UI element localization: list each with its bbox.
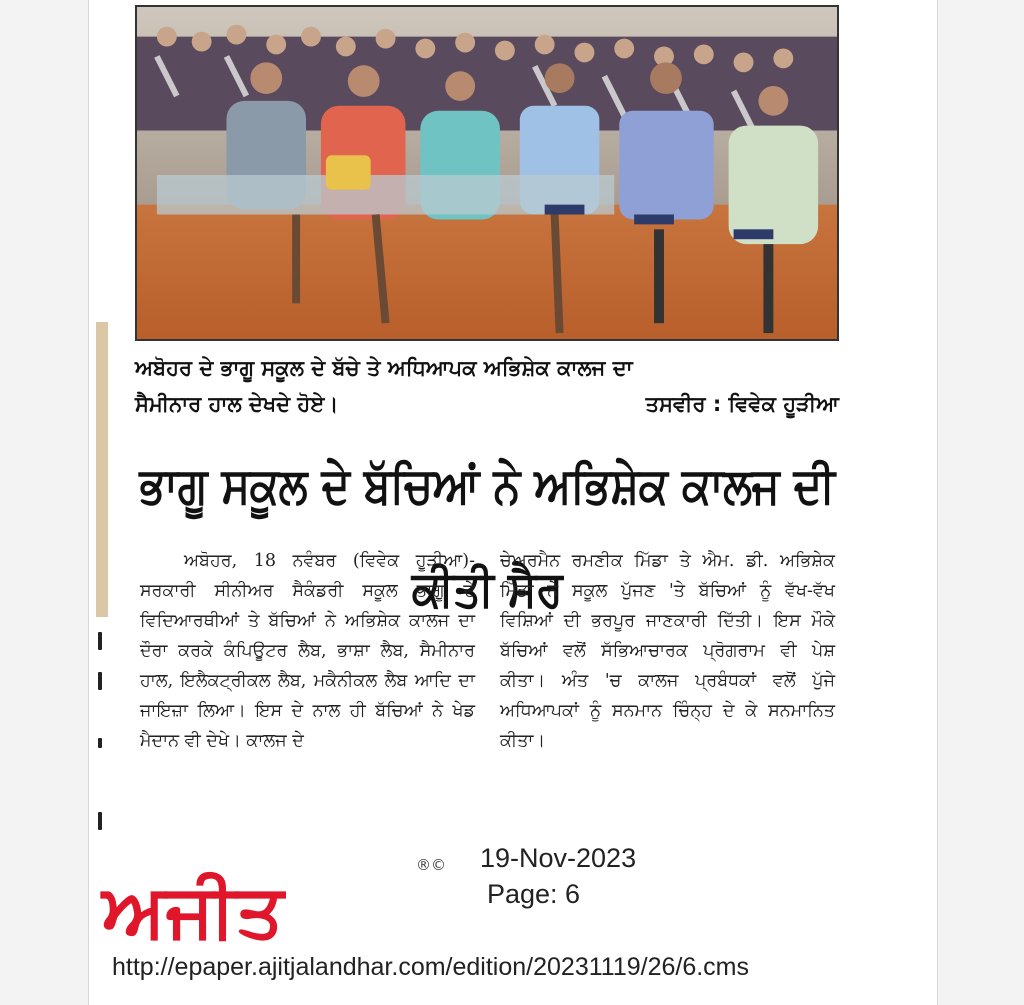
adjacent-article-edge	[96, 322, 108, 617]
group-photo-icon	[137, 7, 837, 339]
page-number: Page: 6	[487, 879, 581, 909]
article-paragraph-right: ਚੇਅਰਮੈਨ ਰਮਣੀਕ ਮਿੱਡਾ ਤੇ ਐਮ. ਡੀ. ਅਭਿਸ਼ੇਕ ਮਿੱਡਾ ਨੇ ਸਕੂਲ ਪੁੱਜਣ 'ਤੇ ਬੱਚਿਆਂ ਨੂੰ ਵੱਖ-ਵੱਖ ਵਿਸ਼ਿਆਂ ਦੀ ਭਰਪੂਰ ਜਾਣਕਾਰੀ ਦਿੱਤੀ। ਇਸ ਮੌਕੇ ਬੱਚਿਆਂ ਵਲੋਂ ਸੱਭਿਆਚਾਰਕ ਪ੍ਰੋਗਰਾਮ ਵੀ ਪੇਸ਼ ਕੀਤਾ। ਅੰਤ 'ਚ ਕਾਲਜ ਪ੍ਰਬੰਧਕਾਂ ਵਲੋਂ ਪੁੱਜੇ ਅਧਿਆਪਕਾਂ ਨੂੰ ਸਨਮਾਨ ਚਿੰਨ੍ਹ ਦੇ ਕੇ ਸਨਮਾਨਿਤ ਕੀਤਾ।	[500, 551, 835, 751]
newspaper-logo	[98, 852, 458, 948]
edition-date: 19-Nov-2023	[480, 843, 637, 873]
ajit-logo-icon	[98, 852, 458, 948]
news-photo	[135, 5, 839, 341]
photo-credit: ਤਸਵੀਰ : ਵਿਵੇਕ ਹੂੜੀਆ	[645, 392, 839, 416]
logo-wordmark: ਅਜੀਤ	[102, 868, 284, 948]
source-url: http://epaper.ajitjalandhar.com/edition/20231119/26/6.cms	[112, 953, 750, 981]
article-paragraph-left: ਅਬੋਹਰ, 18 ਨਵੰਬਰ (ਵਿਵੇਕ ਹੂੜੀਆ)-ਸਰਕਾਰੀ ਸੀਨੀਅਰ ਸੈਕੰਡਰੀ ਸਕੂਲ ਭਾਗੂ ਦੇ ਵਿਦਿਆਰਥੀਆਂ ਤੇ ਬੱਚਿਆਂ ਨੇ ਅਭਿਸ਼ੇਕ ਕਾਲਜ ਦਾ ਦੌਰਾ ਕਰਕੇ ਕੰਪਿਊਟਰ ਲੈਬ, ਭਾਸ਼ਾ ਲੈਬ, ਸੈਮੀਨਾਰ ਹਾਲ, ਇਲੈਕਟ੍ਰੀਕਲ ਲੈਬ, ਮਕੈਨੀਕਲ ਲੈਬ ਆਦਿ ਦਾ ਜਾਇਜ਼ਾ ਲਿਆ। ਇਸ ਦੇ ਨਾਲ ਹੀ ਬੱਚਿਆਂ ਨੇ ਖੇਡ ਮੈਦਾਨ ਵੀ ਦੇਖੇ। ਕਾਲਜ ਦੇ	[140, 551, 475, 751]
adjacent-text-fragment	[98, 632, 102, 650]
article-column-left	[140, 546, 475, 756]
caption-line-1: ਅਬੋਹਰ ਦੇ ਭਾਗੂ ਸਕੂਲ ਦੇ ਬੱਚੇ ਤੇ ਅਧਿਆਪਕ ਅਭਿਸ਼ੇਕ ਕਾਲਜ ਦਾ	[135, 356, 633, 380]
article-column-right	[500, 546, 835, 756]
adjacent-text-fragment	[98, 672, 102, 690]
photo-caption	[135, 350, 839, 422]
caption-line-2: ਸੈਮੀਨਾਰ ਹਾਲ ਦੇਖਦੇ ਹੋਏ।	[135, 392, 339, 416]
article-headline: ਭਾਗੂ ਸਕੂਲ ਦੇ ਬੱਚਿਆਂ ਨੇ ਅਭਿਸ਼ੇਕ ਕਾਲਜ ਦੀ ਕੀਤੀ ਸੈਰ	[139, 457, 835, 619]
adjacent-text-fragment	[98, 738, 102, 748]
adjacent-text-fragment	[98, 812, 102, 830]
registered-mark: ®©	[416, 856, 446, 874]
